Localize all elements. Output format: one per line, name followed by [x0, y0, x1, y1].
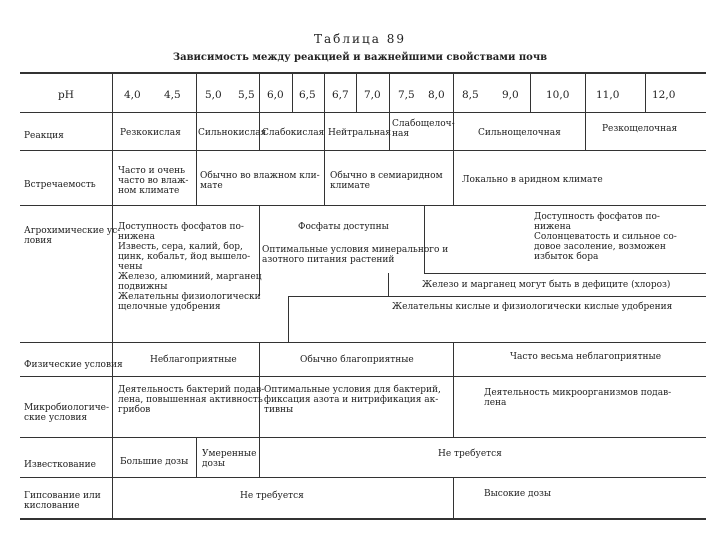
ph-value: 6,5 — [299, 89, 316, 101]
liming-cell: Большие дозы — [120, 457, 189, 467]
rule-ph-col — [259, 72, 260, 112]
ph-value: 8,5 — [462, 89, 479, 101]
liming-cell: Не требуется — [438, 449, 502, 459]
reaction-cell: Слабокислая — [262, 128, 325, 138]
ph-value: 4,5 — [164, 89, 181, 101]
rule-agrochem-inner-2 — [288, 296, 706, 297]
agrochem-cell: Доступность фосфатов по- нижена Известь, сера, калий, бор, цинк, кобальт, йод вышело- чены Железо, алюминий, марганец подвижны Желательны физиологически щелочные удобрения — [118, 222, 262, 312]
agrochem-cell: Желательны кислые и физиологически кислые удобрения — [392, 302, 673, 312]
rule-agrochem-bottom — [20, 342, 706, 343]
rule-cell — [453, 342, 454, 376]
liming-cell: Умеренные дозы — [202, 449, 257, 469]
rule-ph-col — [196, 72, 197, 112]
gypsum-cell: Высокие дозы — [484, 489, 552, 499]
row-label-physical: Физические условия — [24, 360, 123, 370]
occurrence-cell: Локально в аридном климате — [462, 175, 603, 185]
rule-cell — [288, 296, 289, 342]
rule-cell — [259, 437, 260, 477]
reaction-cell: Сильнощелочная — [478, 128, 561, 138]
occurrence-cell: Обычно во влажном кли- мате — [200, 171, 320, 191]
rule-header-bottom — [20, 112, 706, 113]
rule-cell — [453, 376, 454, 437]
rule-top — [20, 72, 706, 74]
agrochem-cell: Доступность фосфатов по- нижена Солонцеватость и сильное со- довое засоление, возможен избыток бора — [534, 212, 677, 262]
rule-agrochem-inner-1 — [424, 273, 706, 274]
rule-liming-bottom — [20, 477, 706, 478]
rule-ph-col — [356, 72, 357, 112]
rule-ph-col — [389, 72, 390, 112]
rule-ph-col — [453, 72, 454, 112]
rule-physical-bottom — [20, 376, 706, 377]
rule-reaction-bottom — [20, 150, 706, 151]
rule-cell — [585, 112, 586, 150]
occurrence-cell: Часто и очень часто во влаж- ном климате — [118, 166, 189, 196]
agrochem-cell: Оптимальные условия минерального и азотного питания растений — [262, 245, 449, 265]
ph-value: 6,0 — [267, 89, 284, 101]
occurrence-cell: Обычно в семиаридном климате — [330, 171, 443, 191]
ph-value: 12,0 — [652, 89, 676, 101]
rule-cell — [196, 112, 197, 150]
micro-cell: Деятельность микроорганизмов подав- лена — [484, 388, 672, 408]
ph-value: 11,0 — [596, 89, 620, 101]
rule-cell — [196, 437, 197, 477]
rule-label-column — [112, 72, 113, 518]
table-subtitle: Зависимость между реакцией и важнейшими свойствами почв — [172, 52, 548, 63]
ph-value: 5,5 — [238, 89, 255, 101]
row-label-liming: Известкование — [24, 460, 96, 470]
rule-ph-col — [324, 72, 325, 112]
ph-value: 5,0 — [205, 89, 222, 101]
ph-value: 7,5 — [398, 89, 415, 101]
physical-cell: Часто весьма неблагоприятные — [510, 352, 662, 362]
rule-occurrence-bottom — [20, 205, 706, 206]
rule-cell — [196, 150, 197, 205]
rule-cell — [324, 150, 325, 205]
micro-cell: Деятельность бактерий подав- лена, повышенная активность грибов — [118, 385, 265, 415]
rule-bottom — [20, 518, 706, 520]
rule-ph-col — [292, 72, 293, 112]
ph-value: 10,0 — [546, 89, 570, 101]
rule-cell — [259, 342, 260, 376]
reaction-cell: Резкощелочная — [602, 124, 678, 134]
ph-value: 4,0 — [124, 89, 141, 101]
reaction-cell: Резкокислая — [120, 128, 181, 138]
physical-cell: Неблагоприятные — [150, 355, 237, 365]
rule-ph-col — [530, 72, 531, 112]
gypsum-cell: Не требуется — [240, 491, 304, 501]
rule-ph-col — [585, 72, 586, 112]
agrochem-cell: Фосфаты доступны — [298, 222, 389, 232]
table-title: Таблица 89 — [314, 32, 406, 46]
ph-value: 6,7 — [332, 89, 349, 101]
rule-cell — [388, 273, 389, 296]
reaction-cell: Сильнокислая — [198, 128, 267, 138]
ph-header: pH — [58, 89, 74, 101]
physical-cell: Обычно благоприятные — [300, 355, 414, 365]
reaction-cell: Нейтральная — [328, 128, 391, 138]
rule-micro-bottom — [20, 437, 706, 438]
reaction-cell: Слабощелоч- ная — [392, 119, 455, 139]
micro-cell: Оптимальные условия для бактерий, фиксация азота и нитрификация ак- тивны — [264, 385, 441, 415]
row-label-gypsum: Гипсование или кислование — [24, 491, 101, 511]
agrochem-cell: Железо и марганец могут быть в дефиците (хлороз) — [422, 280, 671, 290]
row-label-agrochem: Агрохимические ус- ловия — [24, 226, 121, 246]
row-label-occurrence: Встречаемость — [24, 180, 96, 190]
ph-value: 9,0 — [502, 89, 519, 101]
ph-value: 7,0 — [364, 89, 381, 101]
ph-value: 8,0 — [428, 89, 445, 101]
rule-cell — [453, 477, 454, 518]
row-label-reaction: Реакция — [24, 131, 64, 141]
rule-cell — [453, 150, 454, 205]
row-label-micro: Микробиологиче- ские условия — [24, 403, 110, 423]
rule-ph-col — [645, 72, 646, 112]
